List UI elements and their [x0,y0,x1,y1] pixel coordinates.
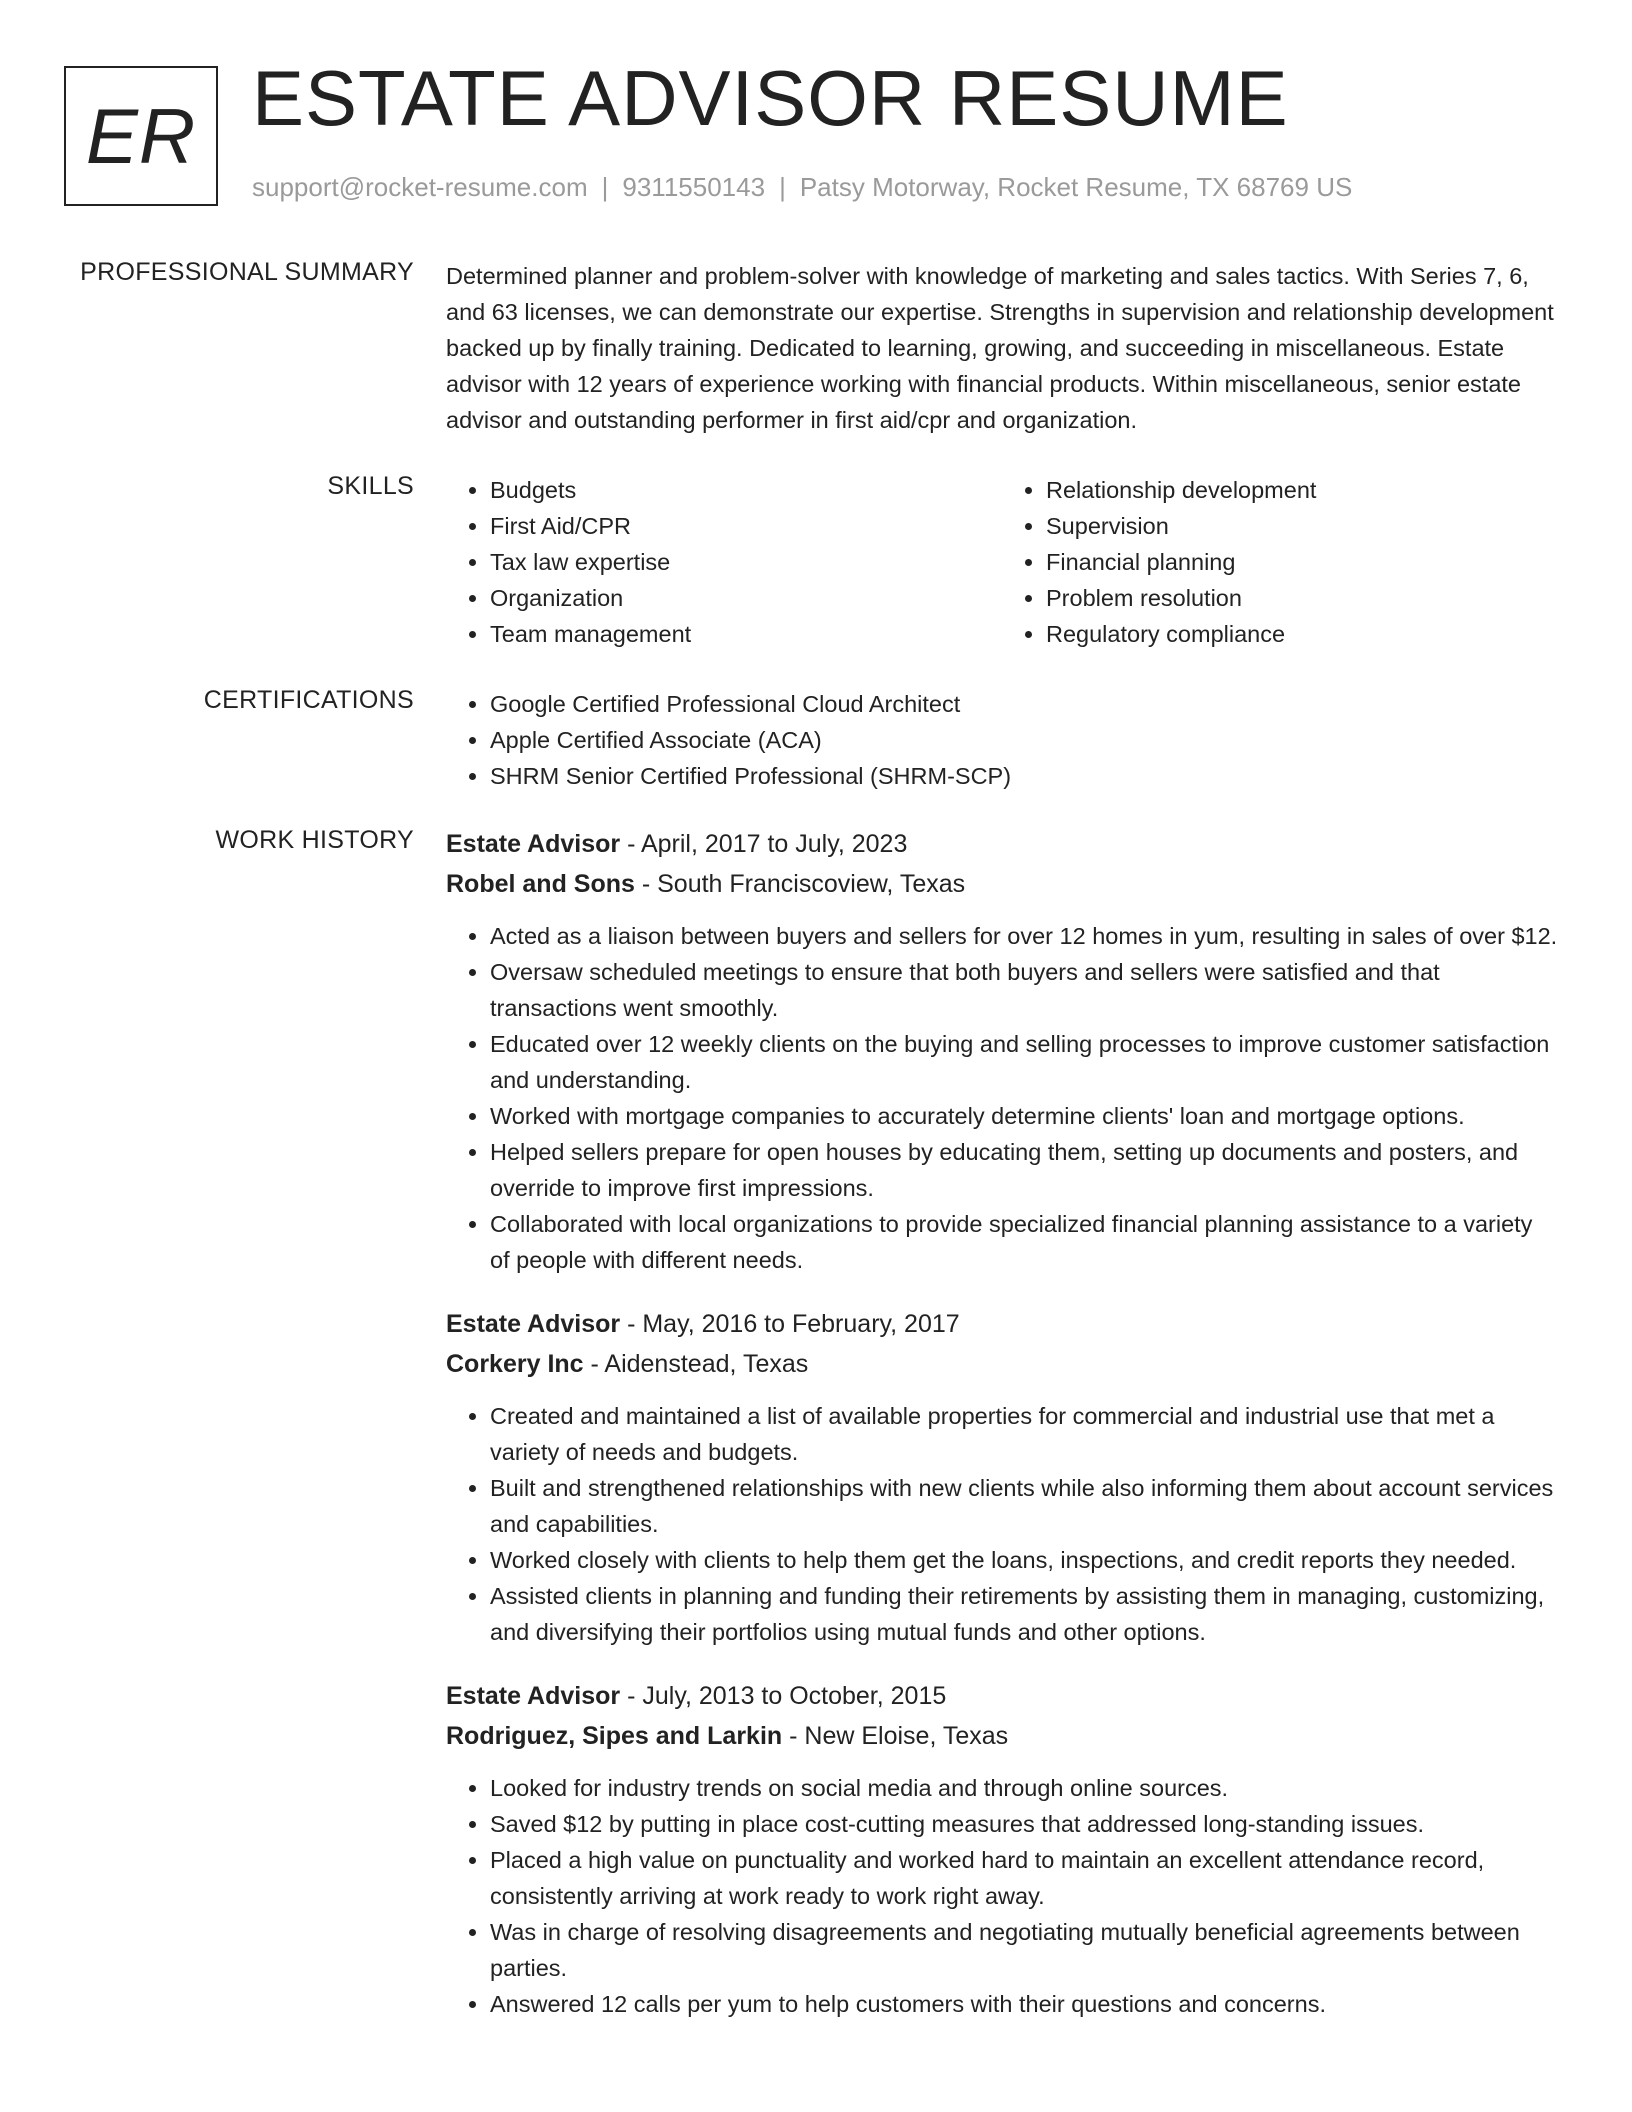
job-company: Rodriguez, Sipes and Larkin [446,1722,783,1750]
skill-item: • Regulatory compliance [1046,616,1558,652]
job-title: Estate Advisor [446,1682,621,1710]
certification-item: • Google Certified Professional Cloud Architect [490,686,1558,722]
job-dates: - July, 2013 to October, 2015 [620,1682,947,1710]
job-title: Estate Advisor [446,1310,621,1338]
resume-title: ESTATE ADVISOR RESUME [252,54,1289,142]
job-bullet: • Built and strengthened relationships with new clients while also informing them about account services and capabilities. [490,1470,1558,1542]
skills-list-left [446,472,1002,652]
job-bullets [446,1398,1558,1650]
skills-heading: SKILLS [327,472,414,500]
job-bullet: • Assisted clients in planning and funding their retirements by assisting them in managing, customizing, and diversifying their portfolios using mutual funds and other options. [490,1578,1558,1650]
job-location: - South Franciscoview, Texas [634,870,966,898]
certifications-body [446,686,1558,794]
work-history-heading: WORK HISTORY [215,826,414,854]
job-bullet: • Oversaw scheduled meetings to ensure that both buyers and sellers were satisfied and that transactions went smoothly. [490,954,1558,1026]
job-bullets [446,918,1558,1278]
contact-address: Patsy Motorway, Rocket Resume, TX 68769 US [799,172,1353,202]
skill-item: • Problem resolution [1046,580,1558,616]
summary-heading: PROFESSIONAL SUMMARY [80,258,414,286]
job-bullet: • Worked closely with clients to help them get the loans, inspections, and credit reports they needed. [490,1542,1558,1578]
job-title-line [446,1676,1558,1716]
summary-text: Determined planner and problem-solver with knowledge of marketing and sales tactics. With Series 7, 6, and 63 licenses, we can demonstrate our expertise. Strengths in supervision and relationship development backed up by finally training. Dedicated to learning, growing, and succeeding in miscellaneous. Estate advisor with 12 years of experience working with financial products. Within miscellaneous, senior estate advisor and outstanding performer in first aid/cpr and organization. [446,263,1554,433]
certification-item: • SHRM Senior Certified Professional (SHRM-SCP) [490,758,1558,794]
job-bullet: • Educated over 12 weekly clients on the buying and selling processes to improve customer satisfaction and understanding. [490,1026,1558,1098]
job-location: - Aidenstead, Texas [583,1350,809,1378]
contact-phone[interactable]: 9311550143 [622,172,766,202]
job-bullets [446,1770,1558,2022]
contact-line [252,172,1352,203]
job-dates: - April, 2017 to July, 2023 [620,830,908,858]
skills-list-right [1002,472,1558,652]
skill-item: • Relationship development [1046,472,1558,508]
monogram-logo: ER [64,66,218,206]
certifications-heading: CERTIFICATIONS [203,686,414,714]
contact-email[interactable]: support@rocket-resume.com [252,172,588,202]
job-bullet: • Acted as a liaison between buyers and sellers for over 12 homes in yum, resulting in sales of over $12. [490,918,1558,954]
skill-item: • First Aid/CPR [490,508,1002,544]
job-entry [446,824,1558,1278]
job-company: Corkery Inc [446,1350,584,1378]
skill-item: • Organization [490,580,1002,616]
skill-item: • Budgets [490,472,1002,508]
skills-body [446,472,1558,652]
job-bullet: • Collaborated with local organizations to provide specialized financial planning assistance to a variety of people with different needs. [490,1206,1558,1278]
skill-item: • Supervision [1046,508,1558,544]
work-history-body [446,824,1558,2048]
contact-separator: | [779,172,786,202]
job-bullet: • Worked with mortgage companies to accurately determine clients' loan and mortgage options. [490,1098,1558,1134]
job-bullet: • Placed a high value on punctuality and worked hard to maintain an excellent attendance record, consistently arriving at work ready to work right away. [490,1842,1558,1914]
job-bullet: • Was in charge of resolving disagreements and negotiating mutually beneficial agreements between parties. [490,1914,1558,1986]
job-title-line [446,824,1558,864]
job-entry [446,1304,1558,1650]
job-title: Estate Advisor [446,830,621,858]
job-bullet: • Looked for industry trends on social media and through online sources. [490,1770,1558,1806]
skill-item: • Team management [490,616,1002,652]
job-company: Robel and Sons [446,870,635,898]
job-location: - New Eloise, Texas [782,1722,1009,1750]
skill-item: • Tax law expertise [490,544,1002,580]
job-company-line [446,1716,1558,1756]
job-bullet: • Saved $12 by putting in place cost-cutting measures that addressed long-standing issues. [490,1806,1558,1842]
certifications-list [446,686,1558,794]
job-title-line [446,1304,1558,1344]
job-dates: - May, 2016 to February, 2017 [620,1310,960,1338]
certification-item: • Apple Certified Associate (ACA) [490,722,1558,758]
contact-separator: | [601,172,609,202]
skill-item: • Financial planning [1046,544,1558,580]
job-bullet: • Helped sellers prepare for open houses by educating them, setting up documents and posters, and override to improve first impressions. [490,1134,1558,1206]
job-company-line [446,864,1558,904]
job-bullet: • Created and maintained a list of available properties for commercial and industrial use that met a variety of needs and budgets. [490,1398,1558,1470]
job-company-line [446,1344,1558,1384]
job-entry [446,1676,1558,2022]
job-bullet: • Answered 12 calls per yum to help customers with their questions and concerns. [490,1986,1558,2022]
